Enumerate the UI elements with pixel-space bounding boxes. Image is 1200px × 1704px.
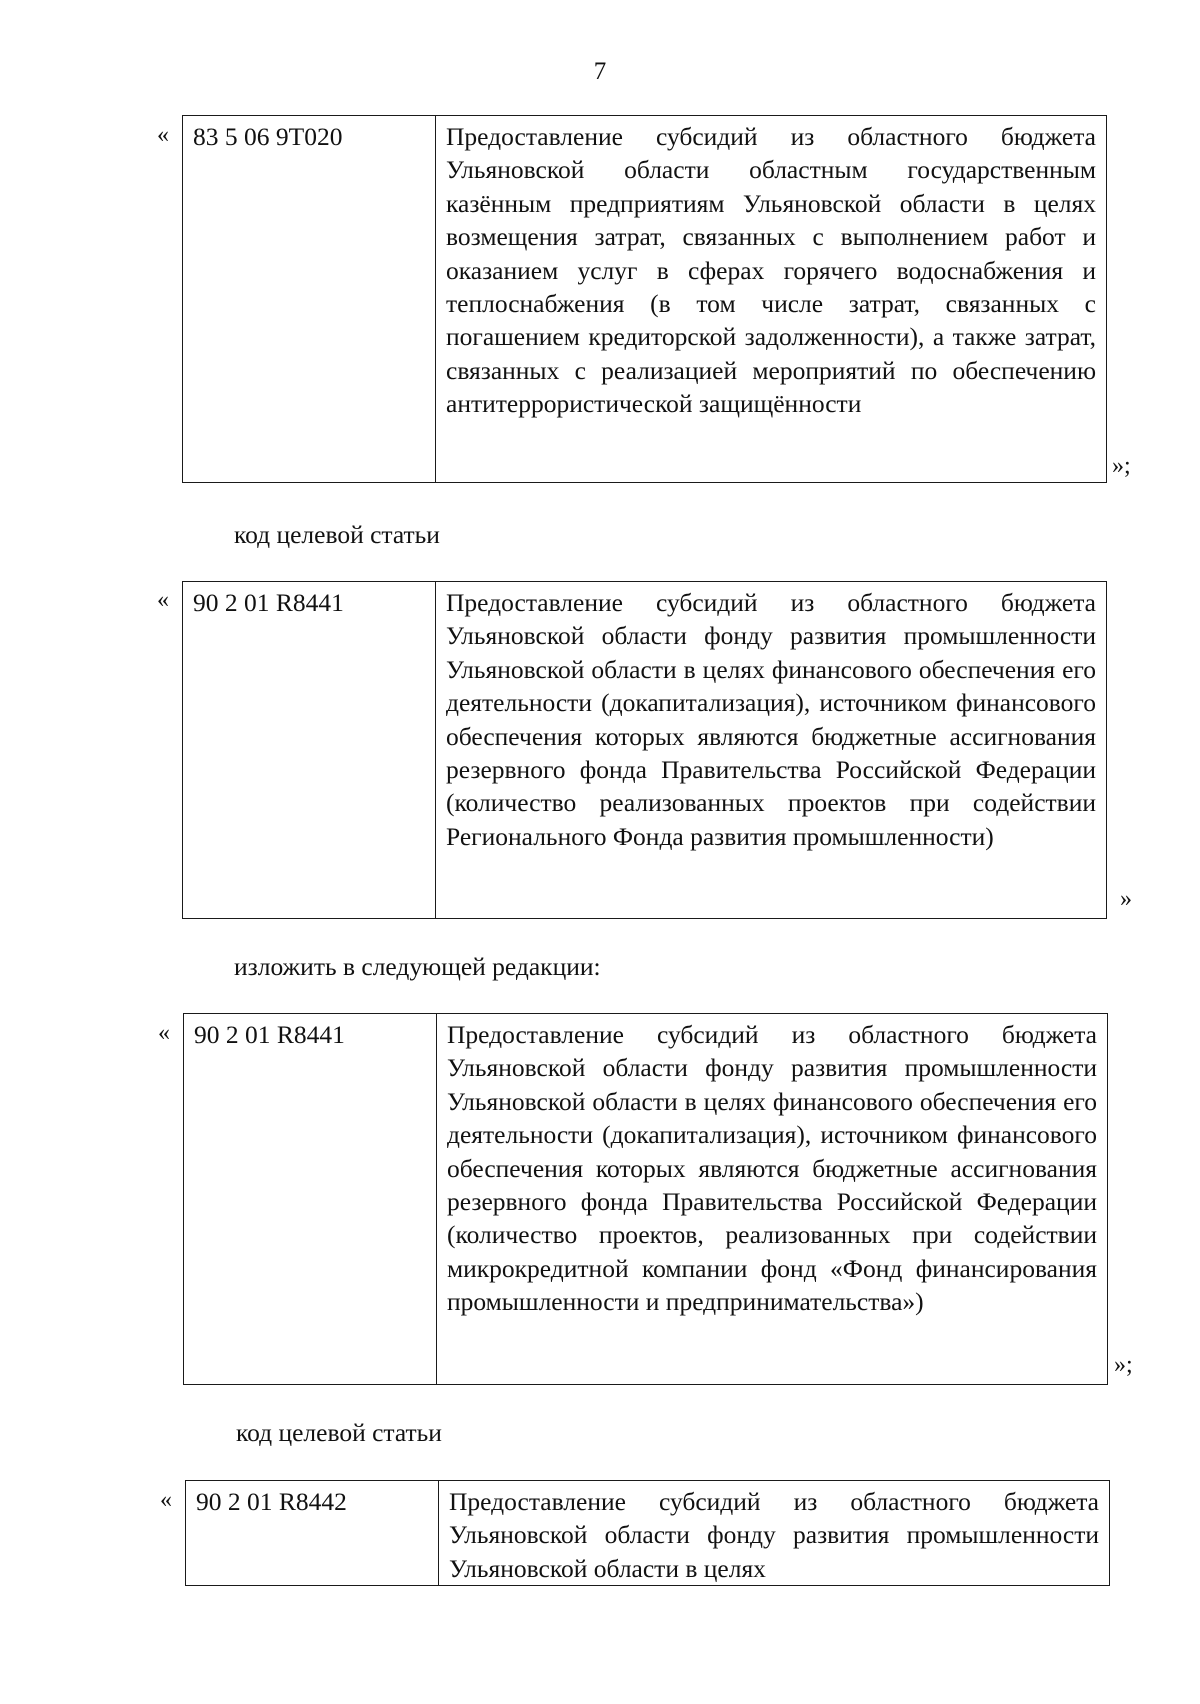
- table-row: [183, 582, 1107, 919]
- closing-quote: »;: [1114, 1352, 1133, 1378]
- opening-quote: «: [157, 122, 169, 148]
- opening-quote: «: [160, 1487, 172, 1513]
- target-code: 83 5 06 9Т020: [183, 116, 436, 483]
- target-code: 90 2 01 R8441: [183, 582, 436, 919]
- page-number: 7: [593, 58, 607, 85]
- target-code: 90 2 01 R8442: [186, 1481, 439, 1586]
- opening-quote: «: [158, 1020, 170, 1046]
- target-code-label: код целевой статьи: [234, 520, 440, 549]
- entry-table: [182, 581, 1107, 919]
- target-code-label: код целевой статьи: [236, 1418, 442, 1447]
- restate-label: изложить в следующей редакции:: [234, 952, 601, 981]
- opening-quote: «: [157, 587, 169, 613]
- closing-quote: »: [1120, 886, 1132, 912]
- target-description: Предоставление субсидий из областного бюджета Ульяновской области фонду развития промышленности Ульяновской области в целях: [439, 1481, 1110, 1586]
- entry-table: [185, 1480, 1110, 1586]
- entry-table: [182, 115, 1107, 483]
- table-row: [183, 116, 1107, 483]
- closing-quote: »;: [1112, 453, 1131, 479]
- target-description: Предоставление субсидий из областного бюджета Ульяновской области фонду развития промышленности Ульяновской области в целях финансового обеспечения его деятельности (докапитализация), источником финансового обеспечения которых являются бюджетные ассигнования резервного фонда Правительства Российской Федерации (количество проектов, реализованных при содействии микрокредитной компании фонд «Фонд финансирования промышленности и предпринимательства»): [437, 1014, 1108, 1385]
- table-row: [186, 1481, 1110, 1586]
- target-code: 90 2 01 R8441: [184, 1014, 437, 1385]
- entry-table: [183, 1013, 1108, 1385]
- target-description: Предоставление субсидий из областного бюджета Ульяновской области областным государственным казённым предприятиям Ульяновской области в целях возмещения затрат, связанных с выполнением работ и оказанием услуг в сферах горячего водоснабжения и теплоснабжения (в том числе затрат, связанных с погашением кредиторской задолженности), а также затрат, связанных с реализацией мероприятий по обеспечению антитеррористической защищённости: [436, 116, 1107, 483]
- target-description: Предоставление субсидий из областного бюджета Ульяновской области фонду развития промышленности Ульяновской области в целях финансового обеспечения его деятельности (докапитализация), источником финансового обеспечения которых являются бюджетные ассигнования резервного фонда Правительства Российской Федерации (количество реализованных проектов при содействии Регионального Фонда развития промышленности): [436, 582, 1107, 919]
- table-row: [184, 1014, 1108, 1385]
